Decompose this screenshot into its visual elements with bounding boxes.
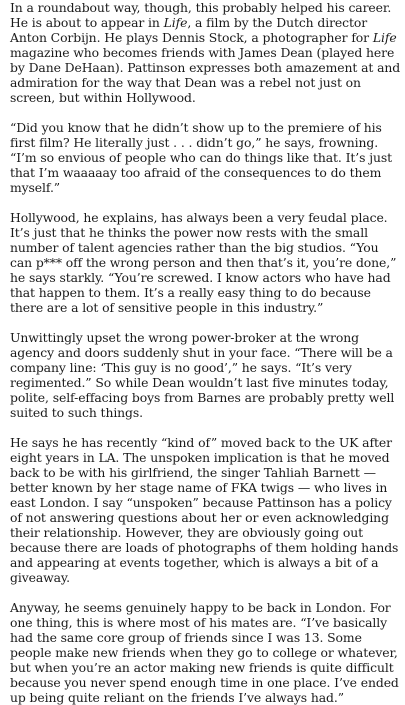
article-paragraph bbox=[10, 0, 402, 105]
paragraph-text: Hollywood, he explains, has always been a very feudal place. It’s just that he thinks the power now rests with the small number of talent agencies rather than the big studios. “You can p*** off the wrong person and then that’s it, you’re done,” he says starkly. “You’re screwed. I know actors who have had that happen to them. It’s a really easy thing to do because there are a lot of sensitive people in this industry.” bbox=[10, 210, 397, 315]
paragraph-text: magazine who becomes friends with James Dean (played here by Dane DeHaan). Pattinson expresses both amazement at and admiration for the way that Dean was a rebel not just on screen, but within Hollywood. bbox=[10, 45, 401, 105]
article-paragraph bbox=[10, 210, 402, 315]
paragraph-text: “Did you know that he didn’t show up to the premiere of his first film? He literally just . . . didn’t go,” he says, frowning. “I’m so envious of people who can do things like that. It’s just that I’m waaaaay too afraid of the consequences to do them myself.” bbox=[10, 120, 392, 195]
paragraph-text: Unwittingly upset the wrong power-broker at the wrong agency and doors suddenly shut in your face. “There will be a company line: ‘This guy is no good’,” he says. “It’s very regimented.” So while Dean wouldn’t last five minutes today, polite, self-effacing boys from Barnes are probably pretty well suited to such things. bbox=[10, 330, 395, 420]
article-paragraph bbox=[10, 330, 402, 420]
article-paragraph bbox=[10, 600, 402, 705]
article-paragraph bbox=[10, 435, 402, 585]
article-paragraph bbox=[10, 120, 402, 195]
italic-title: Life bbox=[372, 30, 397, 45]
paragraph-text: In a roundabout way, though, this probably helped his career. He is about to appear in bbox=[10, 0, 392, 30]
paragraph-text: He says he has recently “kind of” moved back to the UK after eight years in LA. The unspoken implication is that he moved back to be with his girlfriend, the singer Tahliah Barnett — better known by her stage name of FKA twigs — who lives in east London. I say “unspoken” because Pattinson has a policy of not answering questions about her or even acknowledging their relationship. However, they are obviously going out because there are loads of photographs of them holding hands and appearing at events together, which is always a bit of a giveaway. bbox=[10, 435, 399, 585]
italic-title: Life bbox=[163, 15, 188, 30]
paragraph-text: Anyway, he seems genuinely happy to be back in London. For one thing, this is where most of his mates are. “I’ve basically had the same core group of friends since I was 13. Some people make new friends when they go to college or whatever, but when you’re an actor making new friends is quite difficult because you never spend enough time in one place. I’ve ended up being quite reliant on the friends I’ve always had.” bbox=[10, 600, 399, 705]
article-body bbox=[10, 0, 402, 705]
paragraph-text: , a film by the Dutch director Anton Corbijn. He plays Dennis Stock, a photographer for bbox=[10, 15, 373, 45]
